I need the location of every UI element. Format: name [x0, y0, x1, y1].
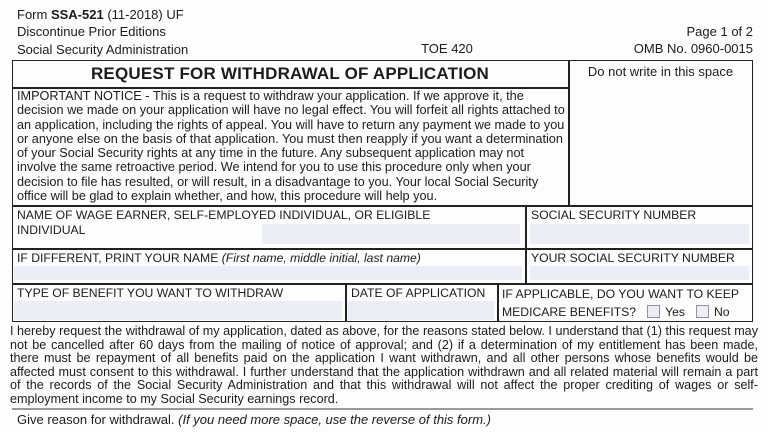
benefit-type-input[interactable] — [14, 301, 342, 320]
reason-divider — [12, 408, 753, 410]
ssn-label: SOCIAL SECURITY NUMBER — [531, 208, 697, 222]
important-notice-paragraph: IMPORTANT NOTICE - This is a request to withdraw your application. If we approve it, the decision we made on your application will have no legal effect. You will forfeit all rights attached to an application, including the rights of appeal. You will have to return any payment we made to you or anyone else on the basis of that application. You must then reapply if you want a determination of your Social Security rights at any time in the future. Any subsequent application may not involve the same retroactive period. We intend for you to use this procedure only when your decision to file has resulted, or will result, in a disadvantage to you. Your local Social Security office will be glad to explain whether, and how, this procedure will help you. — [17, 89, 565, 204]
reason-prompt-text: Give reason for withdrawal. — [17, 412, 179, 427]
wage-earner-name-label: NAME OF WAGE EARNER, SELF-EMPLOYED INDIVIDUAL, OR ELIGIBLE INDIVIDUAL — [17, 208, 431, 237]
do-not-write-label: Do not write in this space — [587, 64, 734, 79]
if-different-name-hint: (First name, middle initial, last name) — [221, 251, 421, 265]
agency-name: Social Security Administration — [17, 41, 189, 57]
ssn-input[interactable] — [530, 224, 749, 244]
row-divider-1 — [12, 205, 753, 207]
row-divider-3 — [12, 283, 753, 285]
page-title: REQUEST FOR WITHDRAWAL OF APPLICATION — [90, 64, 490, 83]
omb-number: OMB No. 0960-0015 — [633, 41, 753, 57]
medicare-yes-label: Yes — [665, 304, 685, 319]
form-number-line — [17, 6, 188, 23]
medicare-question — [502, 286, 754, 321]
consent-paragraph: I hereby request the withdrawal of my application, dated as above, for the reasons stated below. I understand that (1) this request may not be cancelled after 60 days from the mailing of notice of approval; and (2) if a determination of my entitlement has been made, there must be repayment of all benefits paid on the application I want withdrawn, and all other persons whose benefits would be affected must consent to this withdrawal. I further understand that the application withdrawn and all related material will remain a part of the records of the Social Security Administration and that this withdrawal will not affect the proper crediting of wages or self-employment income to my Social Security earnings record. — [10, 324, 758, 406]
form-id-block — [17, 6, 188, 58]
medicare-question-line2 — [502, 304, 754, 322]
divider-title-dnw — [568, 60, 570, 205]
medicare-no-checkbox[interactable] — [696, 305, 709, 318]
form-number: SSA-521 — [50, 7, 104, 22]
medicare-question-line2-text: MEDICARE BENEFITS? — [502, 304, 637, 319]
row-divider-2 — [12, 248, 753, 250]
application-date-label: DATE OF APPLICATION — [351, 286, 486, 300]
medicare-no-label: No — [713, 304, 730, 319]
if-different-name-label-text: IF DIFFERENT, PRINT YOUR NAME — [17, 251, 222, 265]
wage-earner-name-input[interactable] — [262, 224, 520, 244]
application-date-input[interactable] — [348, 301, 494, 320]
medicare-yes-checkbox[interactable] — [647, 305, 660, 318]
toe-code: TOE 420 — [421, 41, 473, 56]
page-omb-block — [550, 23, 753, 58]
benefit-type-label: TYPE OF BENEFIT YOU WANT TO WITHDRAW — [17, 286, 284, 300]
form-number-prefix: Form — [17, 7, 51, 22]
your-ssn-input[interactable] — [530, 266, 749, 280]
medicare-question-line1: IF APPLICABLE, DO YOU WANT TO KEEP — [502, 287, 740, 301]
divider-date-column — [345, 283, 347, 322]
page-number: Page 1 of 2 — [686, 24, 753, 39]
reason-prompt-line — [17, 412, 757, 427]
reason-hint-text: (If you need more space, use the reverse of this form.) — [178, 412, 491, 427]
if-different-name-label — [17, 251, 522, 266]
your-ssn-label: YOUR SOCIAL SECURITY NUMBER — [531, 251, 735, 265]
divider-ssn-column — [525, 205, 527, 283]
form-number-suffix: (11-2018) UF — [103, 7, 184, 22]
discontinue-note: Discontinue Prior Editions — [17, 24, 166, 40]
divider-medicare-column — [497, 283, 499, 322]
if-different-name-input[interactable] — [14, 266, 522, 280]
